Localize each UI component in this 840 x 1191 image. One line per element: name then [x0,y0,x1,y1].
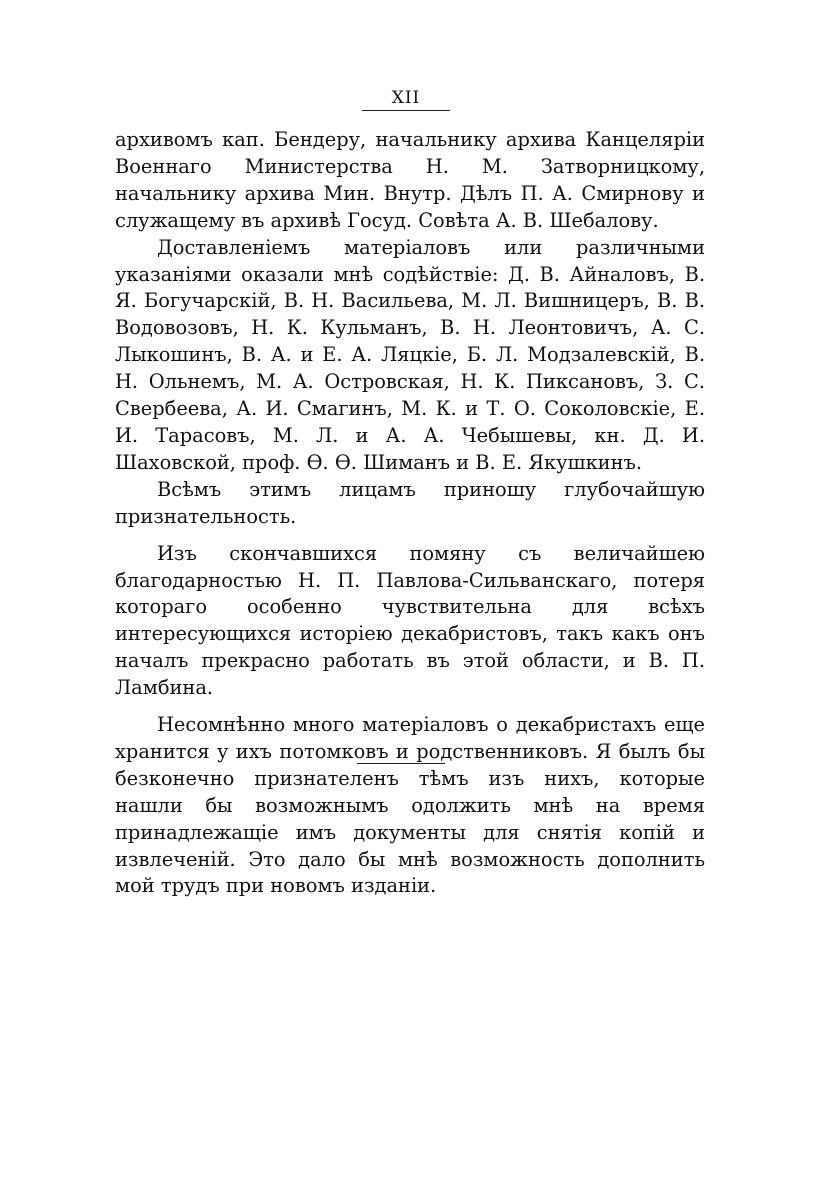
paragraph-archive-thanks: архивомъ кап. Бендеру, начальнику архива Канцеляріи Военнаго Министерства Н. М. Затворницкому, начальнику архива Мин. Внутр. Дѣлъ П. А. Смирнову и служащему въ архивѣ Госуд. Совѣта А. В. Шебалову. [115,128,705,232]
body-text [115,127,705,900]
paragraph-request: Несомнѣнно много матеріаловъ о декабристахъ еще хранится у ихъ потомковъ и родственниковъ. Я былъ бы безконечно признателенъ тѣмъ изъ нихъ, которые нашли бы возможнымъ одолжить мнѣ на время принадлежащіе имъ документы для снятія копій и извлеченій. Это дало бы мнѣ возможность дополнить мой трудъ при новомъ изданіи. [115,713,705,898]
page-number: XII [391,88,421,108]
paragraph-in-memoriam: Изъ скончавшихся помяну съ величайшею благодарностью Н. П. Павлова-Сильванскаго, потеря котораго особенно чувствительна для всѣхъ интересующихся исторіею декабристовъ, такъ какъ онъ началъ прекрасно работать въ этой области, и В. П. Ламбина. [115,541,705,700]
paragraph-gratitude: Всѣмъ этимъ лицамъ приношу глубочайшую признательность. [115,477,705,528]
paragraph-contributors: Доставленіемъ матеріаловъ или различными указаніями оказали мнѣ содѣйствіе: Д. В. Айналовъ, В. Я. Богучарскій, В. Н. Васильева, М. Л. Вишницеръ, В. В. Водовозовъ, Н. К. Кульманъ, В. Н. Леонтовичъ, А. С. Лыкошинъ, В. А. и Е. А. Ляцкіе, Б. Л. Модзалевскій, В. Н. Ольнемъ, М. А. Островская, Н. К. Пиксановъ, З. С. Свербеева, А. И. Смагинъ, М. К. и Т. О. Соколовскіе, Е. И. Тарасовъ, М. Л. и А. А. Чебышевы, кн. Д. И. Шаховской, проф. Ѳ. Ѳ. Шиманъ и В. Е. Якушкинъ. [115,235,705,474]
header-rule [362,110,450,111]
closing-rule [357,763,445,764]
